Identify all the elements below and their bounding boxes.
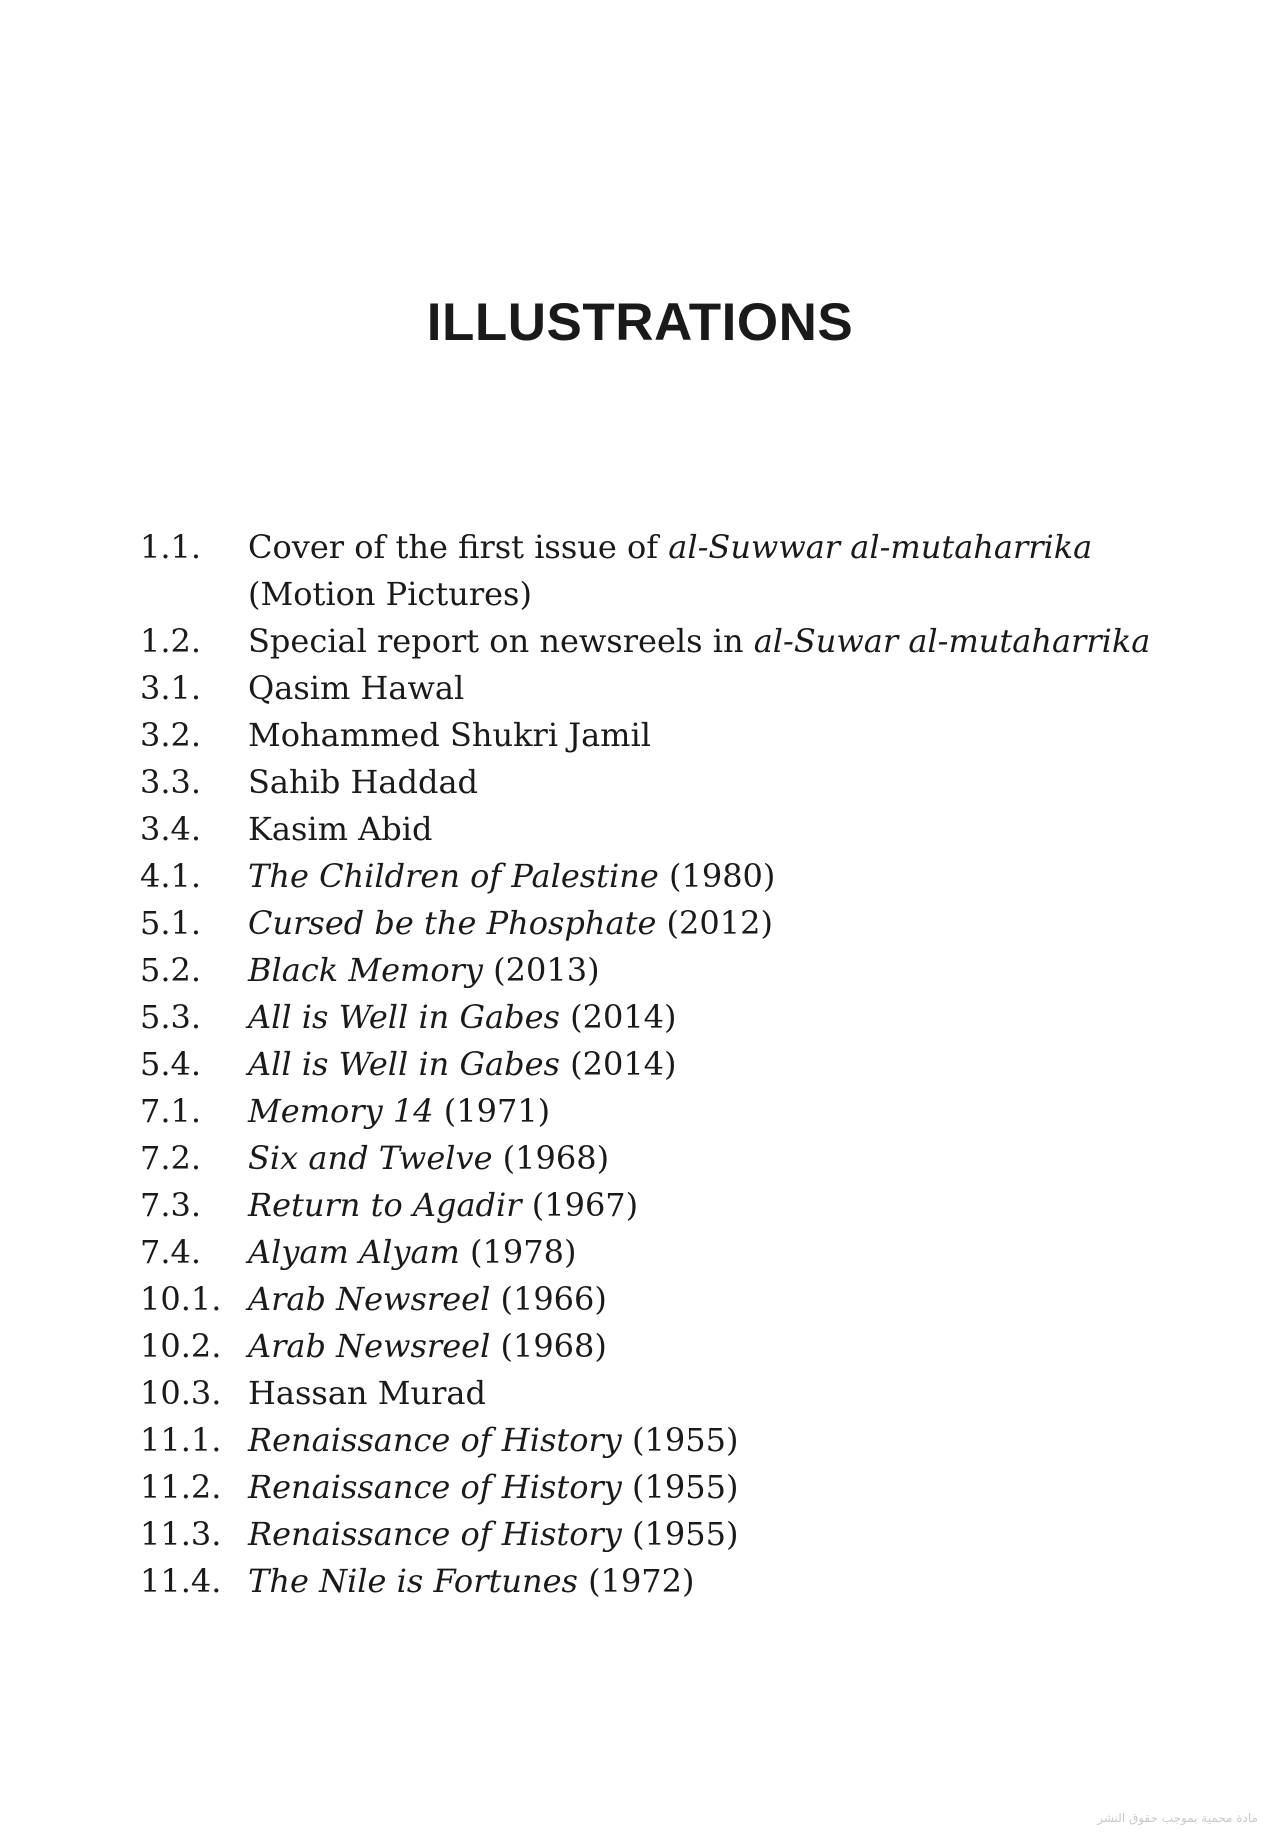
- item-number: 7.1.: [140, 1092, 202, 1130]
- item-number: 10.2.: [140, 1327, 222, 1365]
- list-item: [140, 1041, 1160, 1088]
- caption-text: (1968): [492, 1139, 610, 1177]
- caption-text: (1972): [577, 1562, 695, 1600]
- list-item: [140, 618, 1160, 665]
- item-number: 3.3.: [140, 763, 202, 801]
- caption-title-italic: Six and Twelve: [248, 1139, 493, 1177]
- caption-text: (1971): [433, 1092, 551, 1130]
- caption-title-italic: al-Suwar al-mutaharrika: [753, 622, 1151, 660]
- caption-text: Sahib Haddad: [248, 763, 479, 801]
- list-item: [140, 994, 1160, 1041]
- caption-text: (1955): [621, 1515, 739, 1553]
- list-item: [140, 806, 1160, 853]
- caption-text: (1955): [621, 1468, 739, 1506]
- caption-title-italic: Cursed be the Phosphate: [248, 904, 657, 942]
- item-number: 5.4.: [140, 1045, 202, 1083]
- list-item: [140, 1511, 1160, 1558]
- item-caption: [248, 1558, 1160, 1605]
- caption-title-italic: Renaissance of History: [248, 1421, 622, 1459]
- caption-title-italic: Arab Newsreel: [248, 1327, 491, 1365]
- list-item: [140, 665, 1160, 712]
- caption-text: (1955): [621, 1421, 739, 1459]
- item-number: 5.2.: [140, 951, 202, 989]
- item-number: 3.1.: [140, 669, 202, 707]
- item-number: 11.1.: [140, 1421, 222, 1459]
- item-caption: [248, 1511, 1160, 1558]
- item-number: 5.1.: [140, 904, 202, 942]
- caption-text: (2014): [559, 1045, 677, 1083]
- list-item: [140, 947, 1160, 994]
- item-caption: [248, 524, 1160, 618]
- caption-title-italic: Return to Agadir: [248, 1186, 522, 1224]
- caption-text: Hassan Murad: [248, 1374, 486, 1412]
- caption-title-italic: All is Well in Gabes: [248, 998, 560, 1036]
- caption-text: Kasim Abid: [248, 810, 433, 848]
- item-caption: [248, 1182, 1160, 1229]
- list-item: [140, 1417, 1160, 1464]
- item-caption: [248, 1041, 1160, 1088]
- item-caption: [248, 665, 1160, 712]
- caption-title-italic: Renaissance of History: [248, 1515, 622, 1553]
- list-item: [140, 524, 1160, 618]
- item-number: 10.1.: [140, 1280, 222, 1318]
- page-title: ILLUSTRATIONS: [426, 293, 854, 352]
- list-item: [140, 1323, 1160, 1370]
- caption-text: (Motion Pictures): [248, 575, 532, 613]
- item-caption: [248, 1323, 1160, 1370]
- copyright-watermark: مادة محمية بموجب حقوق النشر: [1097, 1811, 1258, 1825]
- caption-text: (2014): [559, 998, 677, 1036]
- list-item: [140, 853, 1160, 900]
- item-caption: [248, 806, 1160, 853]
- illustrations-list: [140, 524, 1160, 1605]
- item-caption: [248, 853, 1160, 900]
- list-item: [140, 1276, 1160, 1323]
- caption-text: (2012): [656, 904, 773, 942]
- caption-text: (1966): [490, 1280, 607, 1318]
- item-number: 10.3.: [140, 1374, 222, 1412]
- list-item: [140, 1088, 1160, 1135]
- caption-text: Cover of the first issue of: [248, 528, 669, 566]
- caption-title-italic: Alyam Alyam: [248, 1233, 460, 1271]
- item-number: 7.4.: [140, 1233, 202, 1271]
- item-caption: [248, 712, 1160, 759]
- caption-text: (1978): [459, 1233, 577, 1271]
- caption-title-italic: al-Suwwar al-mutaharrika: [668, 528, 1093, 566]
- item-number: 1.1.: [140, 528, 202, 566]
- list-item: [140, 900, 1160, 947]
- item-caption: [248, 1464, 1160, 1511]
- caption-title-italic: Memory 14: [248, 1092, 434, 1130]
- caption-title-italic: All is Well in Gabes: [248, 1045, 560, 1083]
- caption-text: Mohammed Shukri Jamil: [248, 716, 651, 754]
- list-item: [140, 1558, 1160, 1605]
- list-item: [140, 1370, 1160, 1417]
- caption-text: Special report on newsreels in: [248, 622, 754, 660]
- item-caption: [248, 1229, 1160, 1276]
- caption-text: Qasim Hawal: [248, 669, 465, 707]
- list-item: [140, 1464, 1160, 1511]
- item-number: 11.3.: [140, 1515, 222, 1553]
- caption-text: (1968): [490, 1327, 607, 1365]
- list-item: [140, 712, 1160, 759]
- item-number: 11.4.: [140, 1562, 222, 1600]
- item-number: 1.2.: [140, 622, 202, 660]
- list-item: [140, 1135, 1160, 1182]
- item-caption: [248, 759, 1160, 806]
- item-caption: [248, 1370, 1160, 1417]
- caption-text: (1967): [521, 1186, 639, 1224]
- item-caption: [248, 994, 1160, 1041]
- item-number: 5.3.: [140, 998, 202, 1036]
- caption-title-italic: Black Memory: [248, 951, 483, 989]
- item-caption: [248, 1276, 1160, 1323]
- caption-title-italic: The Children of Palestine: [248, 857, 659, 895]
- caption-text: (2013): [483, 951, 600, 989]
- item-number: 11.2.: [140, 1468, 222, 1506]
- caption-text: (1980): [658, 857, 776, 895]
- list-item: [140, 1182, 1160, 1229]
- item-caption: [248, 1417, 1160, 1464]
- item-caption: [248, 1088, 1160, 1135]
- item-caption: [248, 1135, 1160, 1182]
- item-number: 7.2.: [140, 1139, 202, 1177]
- item-caption: [248, 947, 1160, 994]
- item-caption: [248, 618, 1160, 665]
- item-number: 7.3.: [140, 1186, 202, 1224]
- item-number: 3.2.: [140, 716, 202, 754]
- caption-title-italic: Renaissance of History: [248, 1468, 622, 1506]
- item-caption: [248, 900, 1160, 947]
- list-item: [140, 1229, 1160, 1276]
- caption-title-italic: The Nile is Fortunes: [248, 1562, 578, 1600]
- caption-title-italic: Arab Newsreel: [248, 1280, 491, 1318]
- list-item: [140, 759, 1160, 806]
- item-number: 3.4.: [140, 810, 202, 848]
- item-number: 4.1.: [140, 857, 202, 895]
